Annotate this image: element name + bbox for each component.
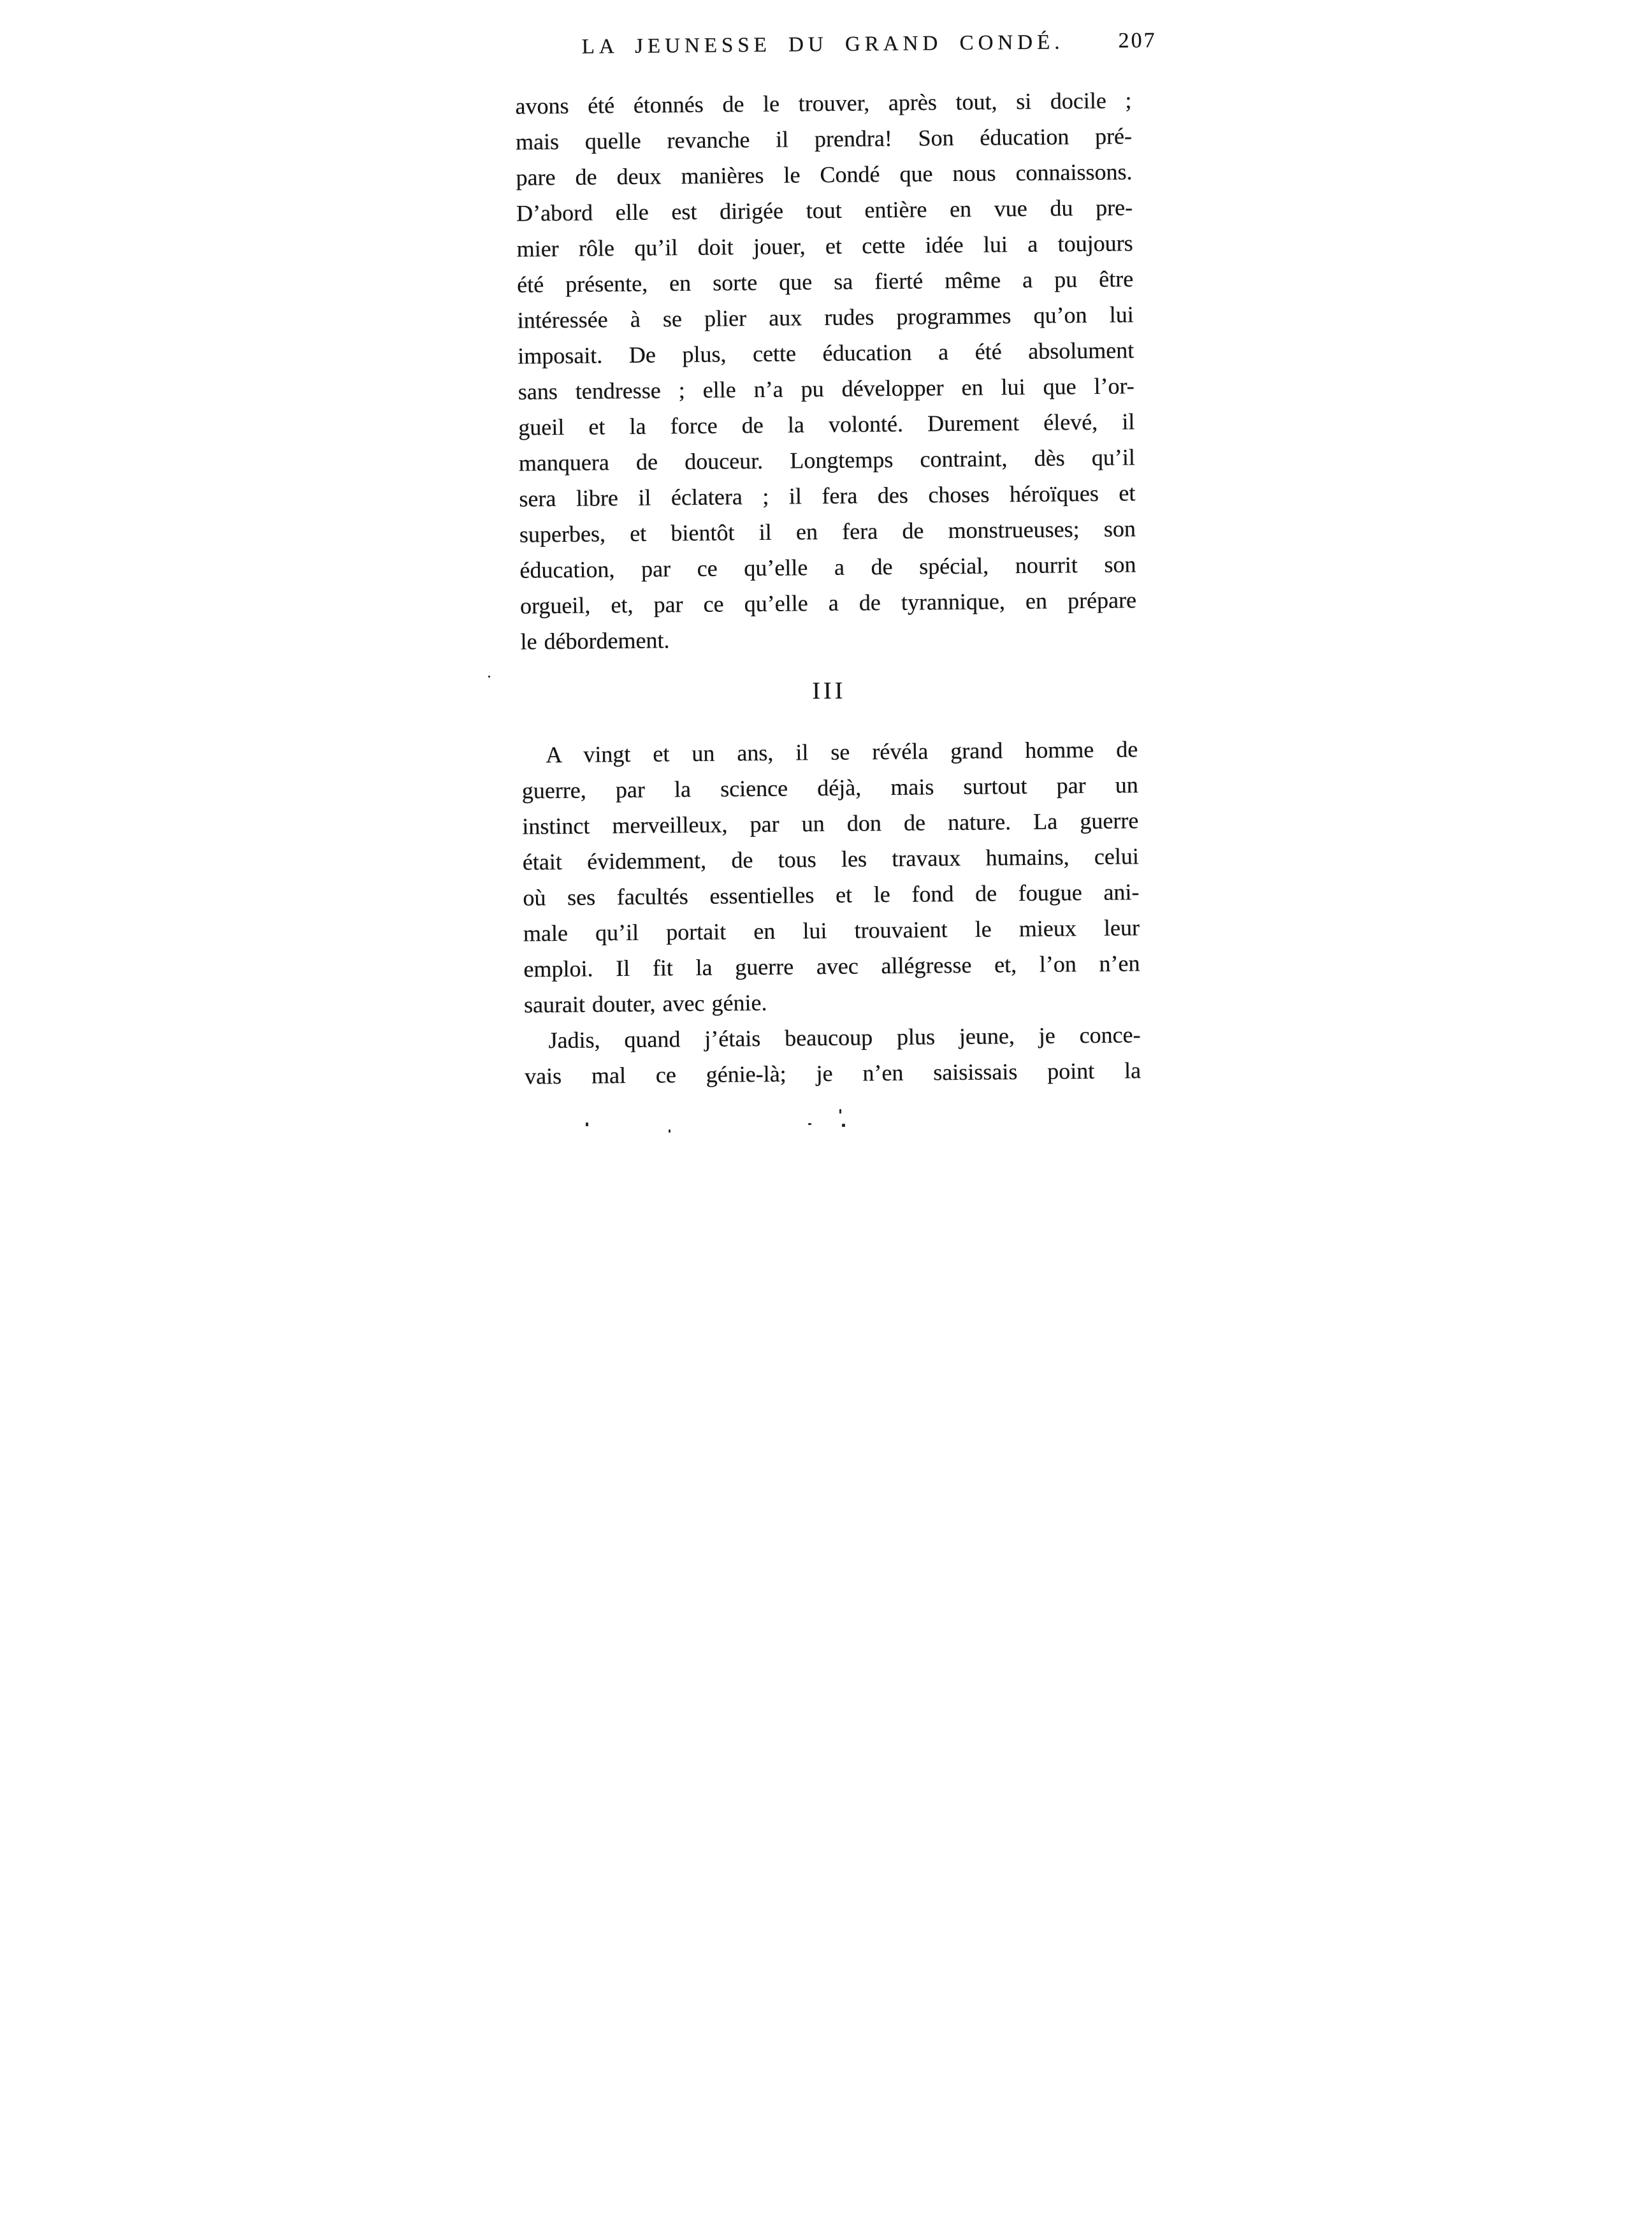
text-line: saurait douter, avec génie. [523, 989, 767, 1018]
text-line: mais quelle revanche il prendra! Son éducation pré- [515, 123, 1133, 155]
text-line: sera libre il éclatera ; il fera des choses héroïques et [519, 480, 1136, 512]
text-line: vais mal ce génie-là; je n’en saisissais point la [524, 1057, 1141, 1089]
text-line: mier rôle qu’il doit jouer, et cette idée lui a toujours [516, 230, 1133, 262]
text-line: male qu’il portait en lui trouvaient le mieux leur [523, 915, 1140, 947]
text-line: éducation, par ce qu’elle a de spécial, nourrit son [519, 551, 1136, 583]
text-line: gueil et la force de la volonté. Durement élevé, il [518, 409, 1135, 440]
text-line: où ses facultés essentielles et le fond de fougue ani- [523, 879, 1140, 911]
section-heading: III [812, 677, 846, 705]
text-line: été présente, en sorte que sa fierté même a pu être [516, 266, 1134, 298]
text-line: orgueil, et, par ce qu’elle a de tyrannique, en prépare [519, 587, 1137, 619]
text-line: imposait. De plus, cette éducation a été absolument [517, 337, 1134, 369]
text-line: avons été étonnés de le trouver, après tout, si docile ; [515, 87, 1132, 119]
text-line: D’abord elle est dirigée tout entière en vue du pre- [516, 194, 1133, 226]
text-line: emploi. Il fit la guerre avec allégresse et, l’on n’en [523, 950, 1140, 982]
text-line: Jadis, quand j’étais beaucoup plus jeune, je conce- [548, 1022, 1141, 1054]
text-line: intéressée à se plier aux rudes programmes qu’on lui [517, 301, 1134, 333]
text-line: instinct merveilleux, par un don de nature. La guerre [522, 808, 1139, 839]
scan-speck [842, 1124, 845, 1127]
page-number: 207 [1118, 28, 1157, 53]
scan-speck [488, 676, 490, 678]
text-line: sans tendresse ; elle n’a pu développer en lui que l’or- [518, 373, 1134, 405]
scan-speck [669, 1129, 670, 1133]
text-block [515, 82, 1141, 1094]
text-line: A vingt et un ans, il se révéla grand homme de [546, 736, 1138, 768]
text-line: guerre, par la science déjà, mais surtout par un [521, 772, 1138, 804]
scan-speck [808, 1123, 811, 1125]
running-title: LA JEUNESSE DU GRAND CONDÉ. [581, 31, 1064, 59]
text-line: le débordement. [520, 627, 670, 655]
book-page [514, 0, 1157, 1094]
scan-speck [586, 1122, 588, 1126]
text-line: superbes, et bientôt il en fera de monstrueuses; son [519, 516, 1136, 548]
text-line: manquera de douceur. Longtemps contraint, dès qu’il [518, 444, 1135, 476]
running-header [514, 28, 1157, 62]
scan-speck [839, 1109, 841, 1114]
text-line: était évidemment, de tous les travaux humains, celui [522, 843, 1139, 875]
text-line: pare de deux manières le Condé que nous connaissons. [516, 159, 1133, 191]
